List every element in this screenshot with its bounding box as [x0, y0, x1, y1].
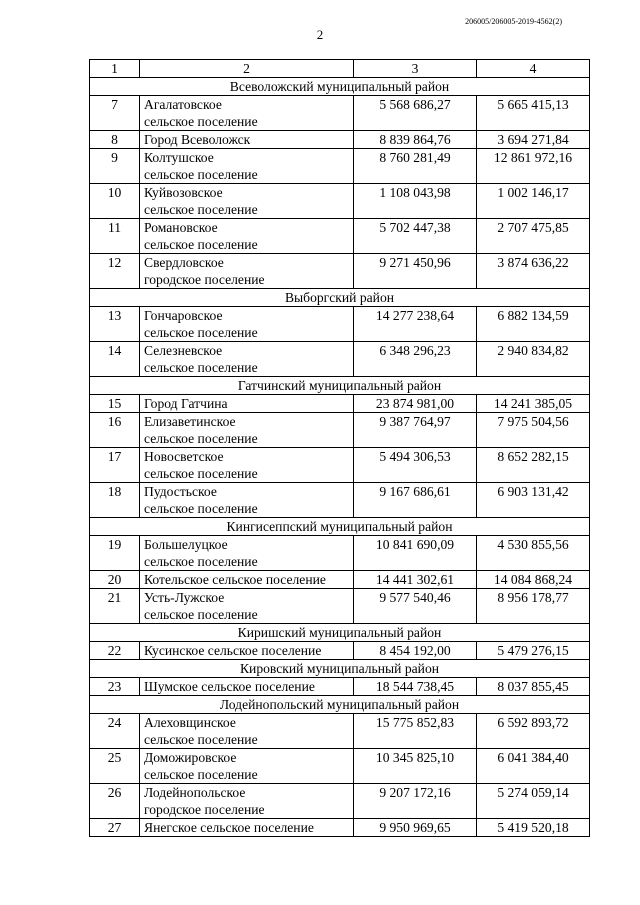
table-row	[90, 483, 590, 518]
settlement-name-line: Романовское	[144, 220, 218, 235]
value-column-3: 5 494 306,53	[354, 448, 477, 483]
settlement-name	[140, 483, 354, 518]
table-header-row	[90, 60, 590, 78]
table-row	[90, 448, 590, 483]
settlement-name-line: Янегское сельское поселение	[144, 820, 314, 835]
table-row	[90, 714, 590, 749]
value-column-4: 14 241 385,05	[477, 395, 590, 413]
row-number: 19	[90, 536, 140, 571]
settlement-name-line: Агалатовское	[144, 97, 222, 112]
settlement-name-line: сельское поселение	[144, 237, 258, 252]
value-column-3: 5 702 447,38	[354, 219, 477, 254]
settlement-name-line: Колтушское	[144, 150, 214, 165]
section-title: Кировский муниципальный район	[90, 660, 590, 678]
settlement-name-line: сельское поселение	[144, 202, 258, 217]
value-column-3: 14 277 238,64	[354, 307, 477, 342]
settlement-name-line: Усть-Лужское	[144, 590, 225, 605]
settlement-name-line: Шумское сельское поселение	[144, 679, 315, 694]
settlement-name-line: городское поселение	[144, 272, 265, 287]
row-number: 10	[90, 184, 140, 219]
value-column-4: 5 274 059,14	[477, 784, 590, 819]
row-number: 8	[90, 131, 140, 149]
row-number: 12	[90, 254, 140, 289]
settlement-name-line: сельское поселение	[144, 466, 258, 481]
settlement-name-line: Новосветское	[144, 449, 224, 464]
row-number: 23	[90, 678, 140, 696]
table-row	[90, 571, 590, 589]
value-column-3: 14 441 302,61	[354, 571, 477, 589]
value-column-4: 8 652 282,15	[477, 448, 590, 483]
settlement-name	[140, 642, 354, 660]
column-header-4: 4	[477, 60, 590, 78]
settlement-name-line: сельское поселение	[144, 167, 258, 182]
row-number: 22	[90, 642, 140, 660]
value-column-3: 18 544 738,45	[354, 678, 477, 696]
value-column-3: 1 108 043,98	[354, 184, 477, 219]
section-title: Кингисеппский муниципальный район	[90, 518, 590, 536]
value-column-4: 6 041 384,40	[477, 749, 590, 784]
settlement-name	[140, 184, 354, 219]
column-header-2: 2	[140, 60, 354, 78]
table-row	[90, 784, 590, 819]
row-number: 24	[90, 714, 140, 749]
section-title: Лодейнопольский муниципальный район	[90, 696, 590, 714]
settlement-name-line: Пудостьское	[144, 484, 217, 499]
row-number: 27	[90, 819, 140, 837]
row-number: 21	[90, 589, 140, 624]
table-row	[90, 149, 590, 184]
value-column-3: 15 775 852,83	[354, 714, 477, 749]
value-column-3: 9 577 540,46	[354, 589, 477, 624]
document-id: 206005/206005-2019-4562(2)	[465, 17, 562, 26]
table-row	[90, 819, 590, 837]
value-column-4: 7 975 504,56	[477, 413, 590, 448]
section-row	[90, 660, 590, 678]
value-column-4: 5 665 415,13	[477, 96, 590, 131]
table-row	[90, 642, 590, 660]
row-number: 14	[90, 342, 140, 377]
table-row	[90, 219, 590, 254]
settlement-name-line: Елизаветинское	[144, 414, 236, 429]
row-number: 11	[90, 219, 140, 254]
value-column-4: 6 592 893,72	[477, 714, 590, 749]
page-number: 2	[316, 27, 324, 42]
row-number: 13	[90, 307, 140, 342]
settlement-name	[140, 149, 354, 184]
value-column-3: 8 760 281,49	[354, 149, 477, 184]
settlement-name	[140, 307, 354, 342]
value-column-4: 6 882 134,59	[477, 307, 590, 342]
settlement-name	[140, 678, 354, 696]
value-column-4: 5 479 276,15	[477, 642, 590, 660]
settlement-name	[140, 714, 354, 749]
value-column-4: 12 861 972,16	[477, 149, 590, 184]
value-column-4: 5 419 520,18	[477, 819, 590, 837]
settlement-name-line: сельское поселение	[144, 501, 258, 516]
row-number: 18	[90, 483, 140, 518]
section-title: Всеволожский муниципальный район	[90, 78, 590, 96]
value-column-4: 8 956 178,77	[477, 589, 590, 624]
table-row	[90, 254, 590, 289]
row-number: 9	[90, 149, 140, 184]
row-number: 26	[90, 784, 140, 819]
settlement-name	[140, 571, 354, 589]
value-column-4: 2 707 475,85	[477, 219, 590, 254]
value-column-4: 3 874 636,22	[477, 254, 590, 289]
section-title: Гатчинский муниципальный район	[90, 377, 590, 395]
section-title: Киришский муниципальный район	[90, 624, 590, 642]
table-row	[90, 395, 590, 413]
section-title: Выборгский район	[90, 289, 590, 307]
column-header-1: 1	[90, 60, 140, 78]
value-column-3: 9 950 969,65	[354, 819, 477, 837]
settlement-name-line: Доможировское	[144, 750, 237, 765]
table-row	[90, 307, 590, 342]
settlement-name-line: сельское поселение	[144, 114, 258, 129]
settlement-name-line: Лодейнопольское	[144, 785, 246, 800]
settlement-name-line: Город Всеволожск	[144, 132, 251, 147]
value-column-3: 9 167 686,61	[354, 483, 477, 518]
settlement-name	[140, 749, 354, 784]
value-column-3: 5 568 686,27	[354, 96, 477, 131]
data-table	[89, 59, 590, 837]
settlement-name-line: Куйвозовское	[144, 185, 223, 200]
value-column-3: 8 454 192,00	[354, 642, 477, 660]
settlement-name-line: Селезневское	[144, 343, 223, 358]
row-number: 20	[90, 571, 140, 589]
value-column-3: 9 387 764,97	[354, 413, 477, 448]
settlement-name	[140, 395, 354, 413]
table-row	[90, 749, 590, 784]
settlement-name	[140, 784, 354, 819]
value-column-4: 4 530 855,56	[477, 536, 590, 571]
value-column-4: 14 084 868,24	[477, 571, 590, 589]
settlement-name-line: Кусинское сельское поселение	[144, 643, 322, 658]
value-column-4: 3 694 271,84	[477, 131, 590, 149]
value-column-4: 6 903 131,42	[477, 483, 590, 518]
settlement-name-line: Свердловское	[144, 255, 224, 270]
row-number: 25	[90, 749, 140, 784]
table-row	[90, 678, 590, 696]
section-row	[90, 289, 590, 307]
settlement-name-line: Гончаровское	[144, 308, 223, 323]
settlement-name	[140, 254, 354, 289]
settlement-name-line: Город Гатчина	[144, 396, 228, 411]
settlement-name-line: сельское поселение	[144, 767, 258, 782]
table-row	[90, 536, 590, 571]
value-column-3: 23 874 981,00	[354, 395, 477, 413]
table-row	[90, 413, 590, 448]
value-column-3: 10 345 825,10	[354, 749, 477, 784]
settlement-name	[140, 448, 354, 483]
table-row	[90, 589, 590, 624]
row-number: 7	[90, 96, 140, 131]
table-row	[90, 342, 590, 377]
settlement-name-line: сельское поселение	[144, 431, 258, 446]
settlement-name	[140, 536, 354, 571]
section-row	[90, 624, 590, 642]
value-column-3: 6 348 296,23	[354, 342, 477, 377]
settlement-name	[140, 342, 354, 377]
settlement-name	[140, 131, 354, 149]
settlement-name	[140, 219, 354, 254]
settlement-name-line: Большелуцкое	[144, 537, 228, 552]
row-number: 15	[90, 395, 140, 413]
section-row	[90, 78, 590, 96]
value-column-3: 8 839 864,76	[354, 131, 477, 149]
settlement-name	[140, 413, 354, 448]
table-row	[90, 131, 590, 149]
settlement-name-line: сельское поселение	[144, 554, 258, 569]
value-column-3: 10 841 690,09	[354, 536, 477, 571]
settlement-name-line: городское поселение	[144, 802, 265, 817]
section-row	[90, 696, 590, 714]
settlement-name-line: сельское поселение	[144, 325, 258, 340]
column-header-3: 3	[354, 60, 477, 78]
section-row	[90, 518, 590, 536]
row-number: 16	[90, 413, 140, 448]
row-number: 17	[90, 448, 140, 483]
section-row	[90, 377, 590, 395]
settlement-name-line: сельское поселение	[144, 360, 258, 375]
settlement-name-line: Алеховщинское	[144, 715, 236, 730]
settlement-name-line: Котельское сельское поселение	[144, 572, 326, 587]
settlement-name-line: сельское поселение	[144, 732, 258, 747]
value-column-3: 9 207 172,16	[354, 784, 477, 819]
value-column-4: 2 940 834,82	[477, 342, 590, 377]
table-row	[90, 96, 590, 131]
settlement-name-line: сельское поселение	[144, 607, 258, 622]
table-row	[90, 184, 590, 219]
value-column-3: 9 271 450,96	[354, 254, 477, 289]
settlement-name	[140, 96, 354, 131]
settlement-name	[140, 819, 354, 837]
value-column-4: 8 037 855,45	[477, 678, 590, 696]
settlement-name	[140, 589, 354, 624]
value-column-4: 1 002 146,17	[477, 184, 590, 219]
